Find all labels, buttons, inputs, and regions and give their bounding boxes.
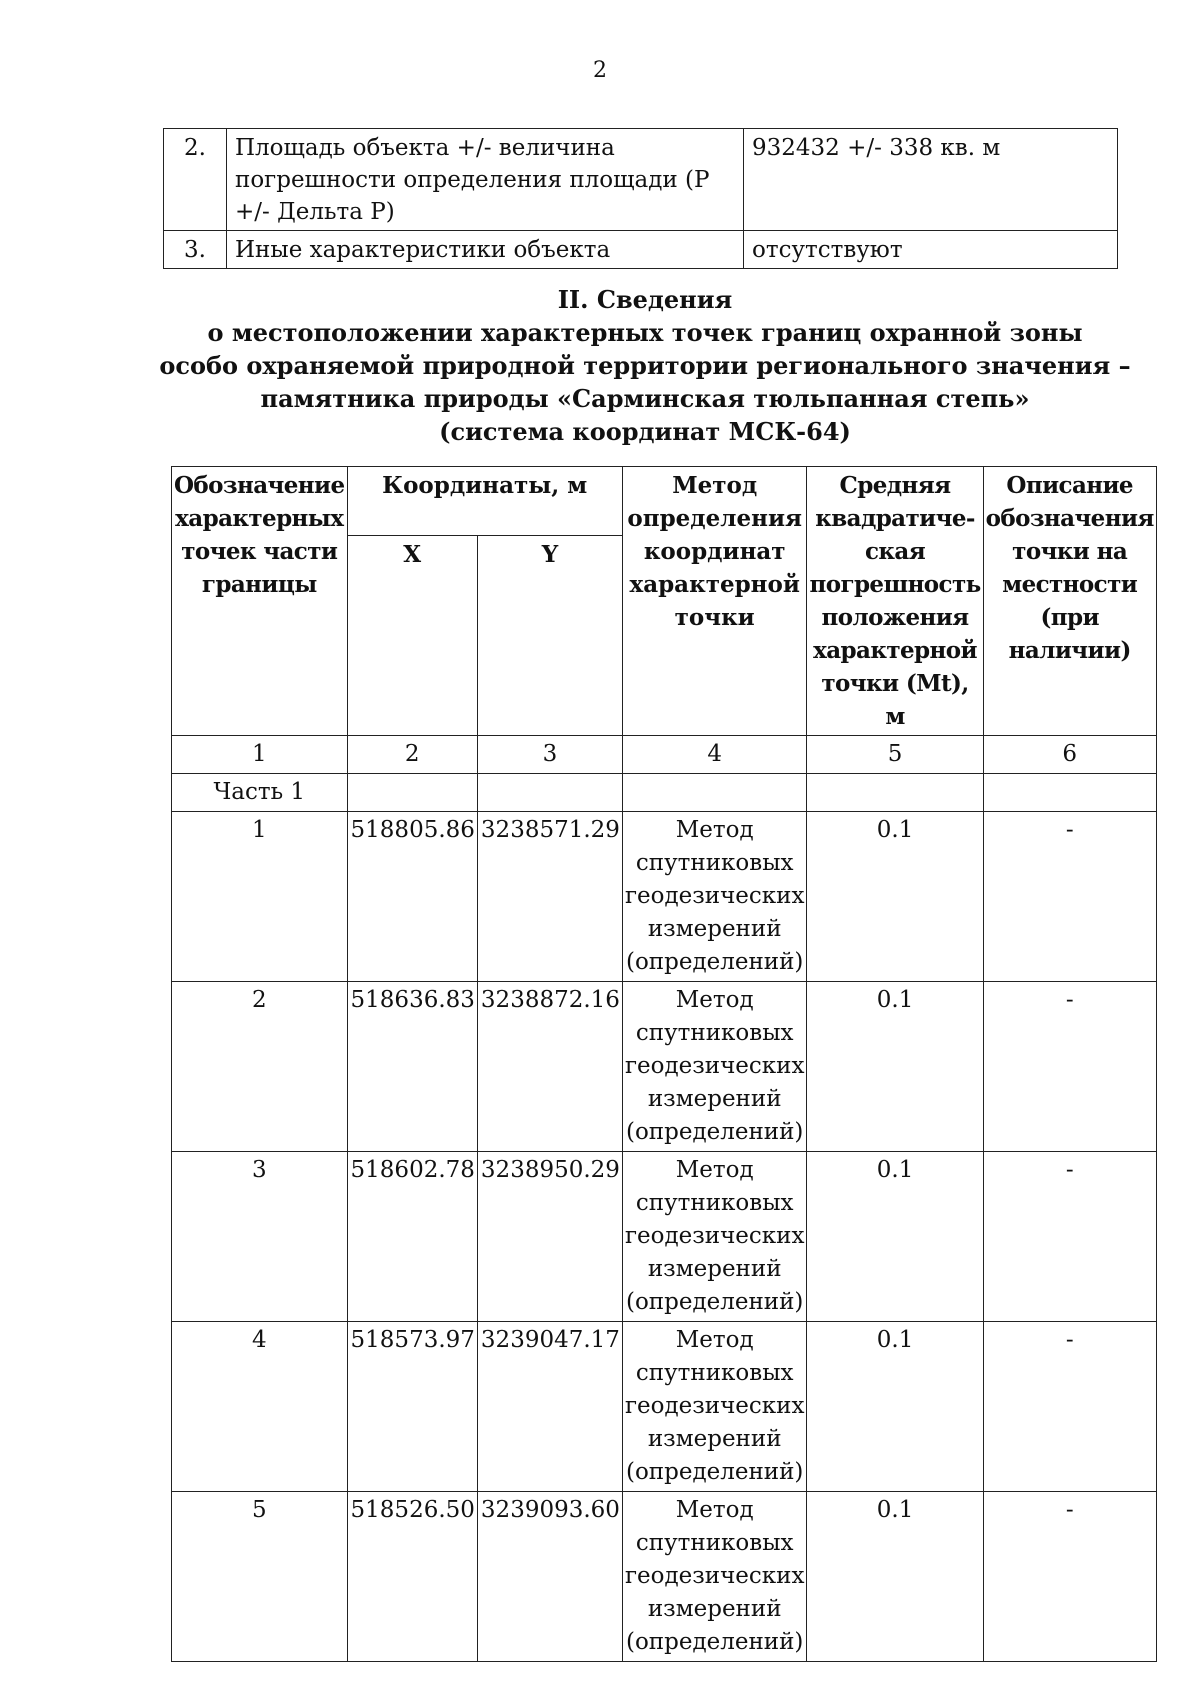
row-number: 3.: [164, 231, 227, 269]
row-label: Площадь объекта +/- величина погрешности определения площади (Р +/- Дельта Р): [227, 129, 744, 231]
table-row: [172, 982, 1157, 1152]
mean-error: 0.1: [807, 1492, 983, 1662]
point-number: 3: [172, 1152, 348, 1322]
row-value: 932432 +/- 338 кв. м: [744, 129, 1118, 231]
section-subtitle-line: о местоположении характерных точек границ охранной зоны: [207, 318, 1083, 347]
boundary-points-table: [171, 466, 1157, 1662]
method: Метод спутниковых геодезических измерений (определений): [622, 1152, 807, 1322]
coord-x: 518526.50: [347, 1492, 477, 1662]
header-point-designation: Обозначение характерных точек части границы: [172, 467, 348, 736]
coord-x: 518636.83: [347, 982, 477, 1152]
method: Метод спутниковых геодезических измерений (определений): [622, 1322, 807, 1492]
table-row: [172, 812, 1157, 982]
point-number: 5: [172, 1492, 348, 1662]
column-number: 4: [622, 736, 807, 774]
point-number: 2: [172, 982, 348, 1152]
description: -: [983, 1492, 1156, 1662]
coordinate-system-line: (система координат МСК-64): [439, 417, 851, 446]
column-number: 3: [477, 736, 622, 774]
method: Метод спутниковых геодезических измерений (определений): [622, 982, 807, 1152]
table-row: [172, 1322, 1157, 1492]
point-number: 4: [172, 1322, 348, 1492]
description: -: [983, 982, 1156, 1152]
coord-x: 518805.86: [347, 812, 477, 982]
mean-error: 0.1: [807, 982, 983, 1152]
coord-y: 3238950.29: [477, 1152, 622, 1322]
coord-x: 518573.97: [347, 1322, 477, 1492]
header-mean-error: Средняя квадратиче- ская погрешность положения характерной точки (Mt), м: [807, 467, 983, 736]
method: Метод спутниковых геодезических измерений (определений): [622, 812, 807, 982]
column-number: 5: [807, 736, 983, 774]
header-row: [172, 467, 1157, 536]
header-coordinates: Координаты, м: [347, 467, 622, 536]
coord-y: 3238571.29: [477, 812, 622, 982]
mean-error: 0.1: [807, 1152, 983, 1322]
table-row: [172, 1152, 1157, 1322]
section-subtitle-line: памятника природы «Сарминская тюльпанная степь»: [260, 384, 1030, 413]
header-method: Метод определения координат характерной точки: [622, 467, 807, 736]
column-number: 6: [983, 736, 1156, 774]
column-number-row: [172, 736, 1157, 774]
part-label: Часть 1: [172, 774, 348, 812]
table-row: [172, 1492, 1157, 1662]
description: -: [983, 812, 1156, 982]
header-y: Y: [477, 536, 622, 736]
object-characteristics-table: [163, 128, 1118, 269]
mean-error: 0.1: [807, 812, 983, 982]
section-title: II. Сведения: [557, 285, 733, 314]
coord-x: 518602.78: [347, 1152, 477, 1322]
column-number: 1: [172, 736, 348, 774]
table-row: [164, 129, 1118, 231]
part-row: [172, 774, 1157, 812]
row-value: отсутствуют: [744, 231, 1118, 269]
description: -: [983, 1152, 1156, 1322]
coord-y: 3239047.17: [477, 1322, 622, 1492]
description: -: [983, 1322, 1156, 1492]
header-x: X: [347, 536, 477, 736]
column-number: 2: [347, 736, 477, 774]
row-label: Иные характеристики объекта: [227, 231, 744, 269]
page-number: 2: [593, 58, 607, 83]
coord-y: 3239093.60: [477, 1492, 622, 1662]
section-subtitle-line: особо охраняемой природной территории регионального значения –: [159, 351, 1131, 380]
mean-error: 0.1: [807, 1322, 983, 1492]
row-number: 2.: [164, 129, 227, 231]
header-description: Описание обозначения точки на местности (при наличии): [983, 467, 1156, 736]
point-number: 1: [172, 812, 348, 982]
table-row: [164, 231, 1118, 269]
method: Метод спутниковых геодезических измерений (определений): [622, 1492, 807, 1662]
coord-y: 3238872.16: [477, 982, 622, 1152]
